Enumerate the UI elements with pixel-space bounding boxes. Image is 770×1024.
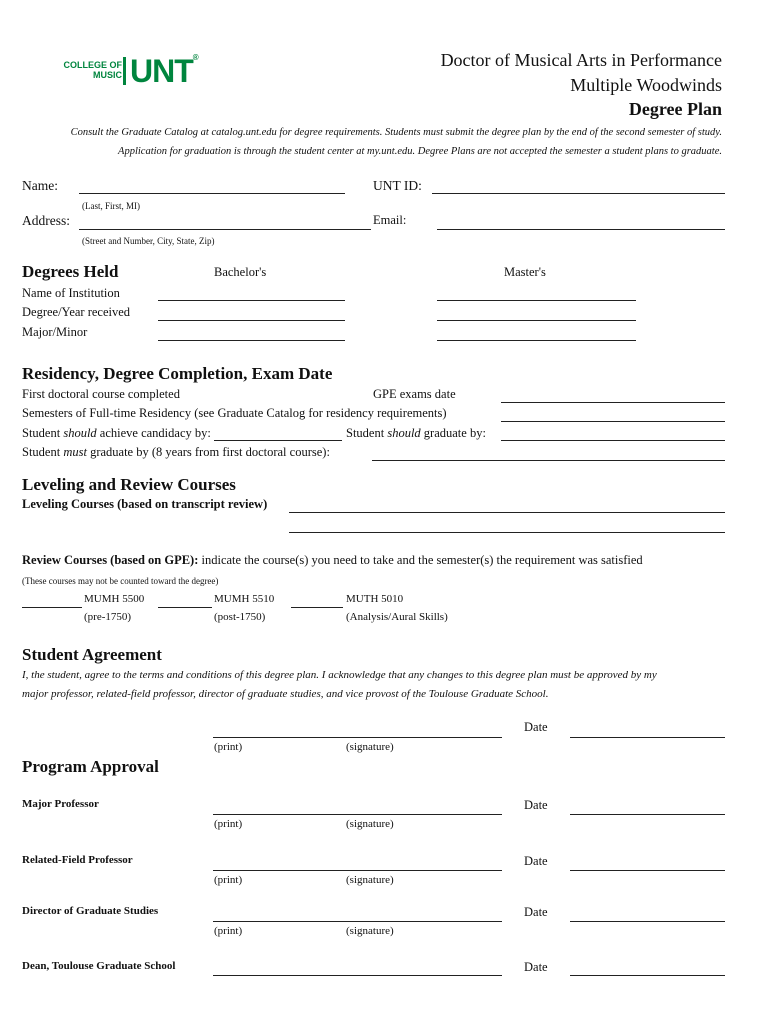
director-graduate-studies-label: Director of Graduate Studies — [22, 905, 159, 917]
student-print-label: (print) — [214, 741, 243, 753]
email-field[interactable] — [437, 229, 725, 230]
review-courses-label — [22, 553, 643, 568]
must-graduate-label — [22, 445, 330, 460]
name-hint: (Last, First, MI) — [82, 201, 140, 211]
gpe-date-field[interactable] — [501, 402, 725, 403]
candidacy-em: should — [63, 426, 97, 440]
director-print-label: (print) — [214, 925, 243, 937]
semesters-label: Semesters of Full-time Residency (see Graduate Catalog for residency requirements) — [22, 406, 447, 420]
student-date-label: Date — [524, 720, 548, 734]
bachelors-institution-field[interactable] — [158, 300, 345, 301]
should-graduate-label — [346, 426, 486, 441]
masters-degree-year-field[interactable] — [437, 320, 636, 321]
page-title-line1: Doctor of Musical Arts in Performance — [440, 50, 722, 70]
review-label-text: indicate the course(s) you need to take and the semester(s) the requirement was satisfied — [198, 553, 643, 567]
name-field[interactable] — [79, 193, 345, 194]
logo-divider — [123, 57, 126, 85]
college-of-music-logo-text — [60, 60, 122, 80]
residency-heading: Residency, Degree Completion, Exam Date — [22, 364, 333, 383]
leveling-courses-label: Leveling Courses (based on transcript review) — [22, 497, 268, 511]
student-date-field[interactable] — [570, 737, 725, 738]
dean-signature-field[interactable] — [213, 975, 502, 976]
major-professor-print-label: (print) — [214, 818, 243, 830]
muth5010-semester-field[interactable] — [291, 607, 343, 608]
address-hint: (Street and Number, City, State, Zip) — [82, 236, 215, 246]
course-muth5010-desc: (Analysis/Aural Skills) — [346, 611, 448, 623]
must-pre: Student — [22, 445, 64, 459]
must-post: graduate by (8 years from first doctoral course): — [86, 445, 330, 459]
page-title-line2: Multiple Woodwinds — [570, 75, 722, 95]
director-signature-label: (signature) — [346, 925, 394, 937]
candidacy-field[interactable] — [214, 440, 342, 441]
bachelors-major-minor-field[interactable] — [158, 340, 345, 341]
related-field-print-label: (print) — [214, 874, 243, 886]
logo-college-text: COLLEGE OF — [63, 60, 122, 70]
review-label-bold: Review Courses (based on GPE): — [22, 553, 199, 567]
degrees-held-heading: Degrees Held — [22, 262, 119, 281]
unt-id-label: UNT ID: — [373, 178, 422, 193]
first-course-label: First doctoral course completed — [22, 387, 180, 401]
name-label: Name: — [22, 178, 58, 193]
major-minor-label: Major/Minor — [22, 325, 88, 339]
address-field[interactable] — [79, 229, 371, 230]
candidacy-pre: Student — [22, 426, 64, 440]
course-mumh5500: MUMH 5500 — [84, 593, 145, 605]
agreement-text-line1: I, the student, agree to the terms and conditions of this degree plan. I acknowledge that any changes to this degree plan must be approved by my — [22, 669, 657, 681]
major-professor-date-field[interactable] — [570, 814, 725, 815]
graduate-pre: Student — [346, 426, 388, 440]
mumh5510-semester-field[interactable] — [158, 607, 212, 608]
semesters-field[interactable] — [501, 421, 725, 422]
major-professor-label: Major Professor — [22, 798, 99, 810]
candidacy-post: achieve candidacy by: — [96, 426, 211, 440]
registered-mark: ® — [192, 53, 198, 62]
program-approval-heading: Program Approval — [22, 757, 159, 776]
leveling-heading: Leveling and Review Courses — [22, 475, 236, 494]
related-field-professor-label: Related-Field Professor — [22, 854, 133, 866]
degree-year-label: Degree/Year received — [22, 305, 131, 319]
director-date-field[interactable] — [570, 921, 725, 922]
course-mumh5500-desc: (pre-1750) — [84, 611, 132, 623]
notice-line2: Application for graduation is through the student center at my.unt.edu. Degree Plans are not accepted the semester a student plans to graduate. — [118, 146, 722, 157]
graduate-post: graduate by: — [420, 426, 486, 440]
director-date-label: Date — [524, 905, 548, 919]
major-professor-signature-field[interactable] — [213, 814, 502, 815]
logo-music-text: MUSIC — [93, 70, 122, 80]
student-signature-label: (signature) — [346, 741, 394, 753]
leveling-courses-field-2[interactable] — [289, 532, 725, 533]
page-title-line3: Degree Plan — [628, 99, 722, 119]
course-mumh5510: MUMH 5510 — [214, 593, 275, 605]
dean-label: Dean, Toulouse Graduate School — [22, 960, 176, 972]
course-muth5010: MUTH 5010 — [346, 593, 404, 605]
mumh5500-semester-field[interactable] — [22, 607, 82, 608]
related-field-signature-field[interactable] — [213, 870, 502, 871]
graduate-em: should — [387, 426, 421, 440]
leveling-courses-field-1[interactable] — [289, 512, 725, 513]
gpe-date-label: GPE exams date — [373, 387, 456, 401]
unt-logo — [130, 53, 198, 90]
bachelors-degree-year-field[interactable] — [158, 320, 345, 321]
logo-unt-text: UNT — [130, 53, 193, 89]
student-signature-field[interactable] — [213, 737, 502, 738]
address-label: Address: — [22, 213, 70, 228]
institution-label: Name of Institution — [22, 286, 120, 300]
masters-major-minor-field[interactable] — [437, 340, 636, 341]
course-mumh5510-desc: (post-1750) — [214, 611, 266, 623]
should-graduate-field[interactable] — [501, 440, 725, 441]
agreement-text-line2: major professor, related-field professor, director of graduate studies, and vice provost of the Toulouse Graduate School. — [22, 688, 549, 700]
bachelors-column: Bachelor's — [214, 265, 267, 279]
major-professor-signature-label: (signature) — [346, 818, 394, 830]
dean-date-field[interactable] — [570, 975, 725, 976]
related-field-date-label: Date — [524, 854, 548, 868]
review-note: (These courses may not be counted toward the degree) — [22, 576, 219, 586]
must-em: must — [63, 445, 87, 459]
director-signature-field[interactable] — [213, 921, 502, 922]
notice-line1: Consult the Graduate Catalog at catalog.unt.edu for degree requirements. Students must submit the degree plan by the end of the second semester of study. — [70, 127, 722, 138]
dean-date-label: Date — [524, 960, 548, 974]
related-field-date-field[interactable] — [570, 870, 725, 871]
related-field-signature-label: (signature) — [346, 874, 394, 886]
masters-institution-field[interactable] — [437, 300, 636, 301]
must-graduate-field[interactable] — [372, 460, 725, 461]
unt-id-field[interactable] — [432, 193, 725, 194]
candidacy-label — [22, 426, 211, 441]
student-agreement-heading: Student Agreement — [22, 645, 162, 664]
major-professor-date-label: Date — [524, 798, 548, 812]
masters-column: Master's — [504, 265, 546, 279]
email-label: Email: — [373, 213, 407, 227]
